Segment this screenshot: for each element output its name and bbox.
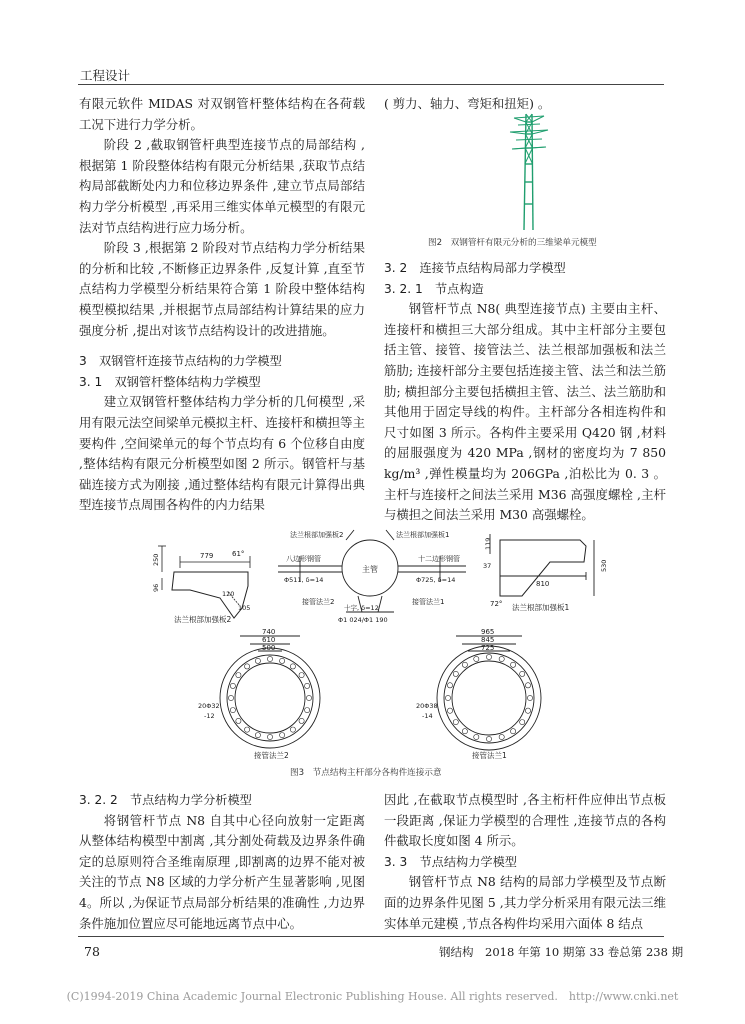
part-label: 接管法兰1: [472, 751, 507, 760]
section-heading-3-2: 3. 2 连接节点结构局部力学模型: [384, 261, 566, 275]
paragraph: 建立双钢管杆整体结构力学分析的几何模型 ,采用有限元法空间梁单元模拟主杆、连接杆和横担等主要构件 ,空间梁单元的每个节点均有 6 个位移自由度 ,整体结构有限元分析模型如图 2 所示。钢管杆与基础连接方式为刚接 ,通过整体结构有限元计算得出典型连接节点周围各构件的内力结果: [79, 394, 365, 513]
part-label: 法兰根部加强板1: [396, 531, 450, 539]
left-column-top: [79, 94, 365, 516]
right-column-bottom: [384, 790, 666, 934]
bolt-hole: [230, 683, 235, 688]
header-rule: [78, 84, 664, 85]
bolt-hole: [245, 664, 250, 669]
bolt-hole: [305, 708, 310, 713]
bolt-hole: [447, 683, 452, 688]
part-label: 接管法兰2: [254, 751, 289, 760]
part-label: 法兰根部加强板2: [174, 615, 232, 624]
bolt-hole: [267, 734, 272, 739]
paragraph: 将钢管杆节点 N8 自其中心径向放射一定距离从整体结构模型中割离 ,其分割处荷载及边界条件确定的总原则符合圣维南原理 ,即割离的边界不能对被关注的节点 N8 区域的力学分析产生显著影响 ,见图 4。所以 ,为保证节点局部分析结果的准确性 ,力边界条件施加位置应尽可能地远离节点中心。: [79, 812, 365, 931]
dim-label: 119: [484, 537, 492, 550]
thickness-spec: -12: [204, 712, 215, 720]
part-label: 法兰根部加强板1: [512, 603, 570, 612]
bolt-hole: [486, 654, 491, 659]
footer-rule: [78, 936, 664, 937]
bolt-hole: [462, 729, 467, 734]
bolt-hole: [228, 695, 233, 700]
dim-label: 845: [481, 636, 495, 644]
figure-3-caption: 图3 节点结构主杆部分各构件连接示意: [290, 768, 442, 778]
dim-label: 779: [200, 552, 214, 560]
copyright-watermark: (C)1994-2019 China Academic Journal Electronic Publishing House. All rights reserved. http://www.cnki.net: [66, 990, 679, 1003]
thickness-spec: -14: [422, 712, 433, 720]
section-heading-3-3: 3. 3 节点结构力学模型: [384, 854, 517, 869]
dim-label: Φ1 024/Φ1 190: [338, 616, 388, 624]
bolt-hole: [306, 695, 311, 700]
bolt-spec: 20Φ32: [198, 702, 220, 710]
bolt-hole: [447, 708, 452, 713]
section-heading-3-2-2: 3. 2. 2 节点结构力学分析模型: [79, 793, 252, 807]
bolt-hole: [280, 658, 285, 663]
bolt-hole: [290, 727, 295, 732]
bolt-hole: [486, 736, 491, 741]
paragraph: 因此 ,在截取节点模型时 ,各主桁杆件应伸出节点板一段距离 ,保证力学模型的合理性 ,连接节点的各构件截取长度如图 4 所示。: [384, 792, 666, 849]
bolt-hole: [474, 656, 479, 661]
bolt-spec: 20Φ38: [416, 702, 438, 710]
bolt-hole: [255, 658, 260, 663]
dim-label: 500: [262, 644, 276, 652]
figure-3-drawing: [150, 526, 610, 762]
paragraph: ( 剪力、轴力、弯矩和扭矩) 。: [384, 96, 551, 111]
part-label: 接管法兰1: [412, 598, 445, 606]
bolt-hole: [230, 708, 235, 713]
dim-label: 965: [481, 628, 495, 636]
bolt-hole: [525, 708, 530, 713]
bolt-hole: [245, 727, 250, 732]
bolt-hole: [520, 720, 525, 725]
dim-label: 120: [222, 590, 235, 598]
dim-label: 37: [483, 562, 492, 570]
section-heading-3: 3 双钢管杆连接节点结构的力学模型: [79, 354, 282, 369]
part-label: 接管法兰2: [302, 598, 335, 606]
bolt-hole: [290, 664, 295, 669]
dim-label: 72°: [490, 600, 503, 608]
part-label: 法兰根部加强板2: [290, 531, 344, 539]
bolt-hole: [236, 673, 241, 678]
left-column-bottom: [79, 790, 365, 934]
figure-2-beam-model: [500, 112, 560, 232]
bolt-hole: [280, 733, 285, 738]
page-number: 78: [84, 944, 100, 959]
section-heading-3-1: 3. 1 双钢管杆整体结构力学模型: [79, 374, 261, 389]
bolt-hole: [511, 662, 516, 667]
dim-label: 610: [262, 636, 276, 644]
bolt-hole: [474, 734, 479, 739]
bolt-hole: [511, 729, 516, 734]
paragraph: 阶段 3 ,根据第 2 阶段对节点结构力学分析结果的分析和比较 ,不断修正边界条件 ,反复计算 ,直至节点结构力学模型分析结果符合第 1 阶段中整体结构模型模拟结果 ,并根据节点局部结构计算结果的应力强度分析 ,提出对该节点结构设计的改进措施。: [79, 240, 365, 338]
bolt-hole: [499, 656, 504, 661]
bolt-hole: [299, 718, 304, 723]
bolt-hole: [305, 683, 310, 688]
dim-label: 810: [536, 580, 550, 588]
bolt-hole: [520, 671, 525, 676]
bolt-hole: [462, 662, 467, 667]
paragraph: 阶段 2 ,截取钢管杆典型连接节点的局部结构 ,根据第 1 阶段整体结构有限元分析结果 ,获取节点结构局部截断处内力和位移边界条件 ,建立节点局部结构力学分析模型 ,再采用三维实体单元模型的有限元法对节点结构进行应力场分析。: [79, 137, 365, 235]
bolt-hole: [299, 673, 304, 678]
bolt-hole: [236, 718, 241, 723]
part-label: 十二边形钢管: [418, 555, 460, 563]
bolt-hole: [445, 695, 450, 700]
dim-label: 725: [481, 644, 495, 652]
dim-label: 105: [238, 604, 251, 612]
bolt-hole: [499, 734, 504, 739]
bolt-hole: [255, 733, 260, 738]
dim-label: 61°: [232, 550, 245, 558]
spec-label: Φ725, δ=14: [416, 576, 456, 584]
running-header: 工程设计: [80, 68, 131, 83]
journal-info: 钢结构 2018 年第 10 期第 33 卷总第 238 期: [439, 945, 684, 959]
right-column-section: [384, 258, 666, 526]
section-heading-3-2-1: 3. 2. 1 节点构造: [384, 281, 484, 296]
bolt-hole: [453, 671, 458, 676]
part-label: 八边形钢管: [286, 555, 321, 563]
main-tube-label: 主管: [362, 565, 378, 574]
bolt-hole: [267, 656, 272, 661]
paragraph: 钢管杆节点 N8( 典型连接节点) 主要由主杆、连接杆和横担三大部分组成。其中主杆部分主要包括主管、接管、接管法兰、法兰根部加强板和法兰筋肋; 连接杆部分主要包括连接主管、法兰和法兰筋肋; 横担部分主要包括横担主管、法兰、法兰筋肋和其他用于固定导线的构件。主杆部分各相连构件和尺寸如图 3 所示。各构件主要采用 Q420 钢 ,材料的屈服强度为 420 MPa ,钢材的密度均为 7 850 kg/m³ ,弹性模量均为 206GPa ,泊松比为 0. 3 。主杆与连接杆之间法兰采用 M36 高强度螺栓 ,主杆与横担之间法兰采用 M30 高强螺栓。: [384, 301, 666, 523]
bolt-hole: [453, 720, 458, 725]
bolt-hole: [527, 695, 532, 700]
spec-label: 十字, δ=12: [344, 604, 379, 612]
paragraph: 有限元软件 MIDAS 对双钢管杆整体结构在各荷载工况下进行力学分析。: [79, 96, 365, 132]
dim-label: 530: [600, 559, 608, 572]
dim-label: 250: [152, 553, 160, 566]
bolt-hole: [525, 683, 530, 688]
dim-label: 740: [262, 628, 276, 636]
dim-label: 96: [152, 583, 160, 592]
spec-label: Φ511, δ=14: [284, 576, 324, 584]
paragraph: 钢管杆节点 N8 结构的局部力学模型及节点断面的边界条件见图 5 ,其力学分析采用有限元法三维实体单元建模 ,节点各构件均采用六面体 8 结点: [384, 874, 666, 931]
figure-2-caption: 图2 双钢管杆有限元分析的三维梁单元模型: [428, 238, 597, 248]
